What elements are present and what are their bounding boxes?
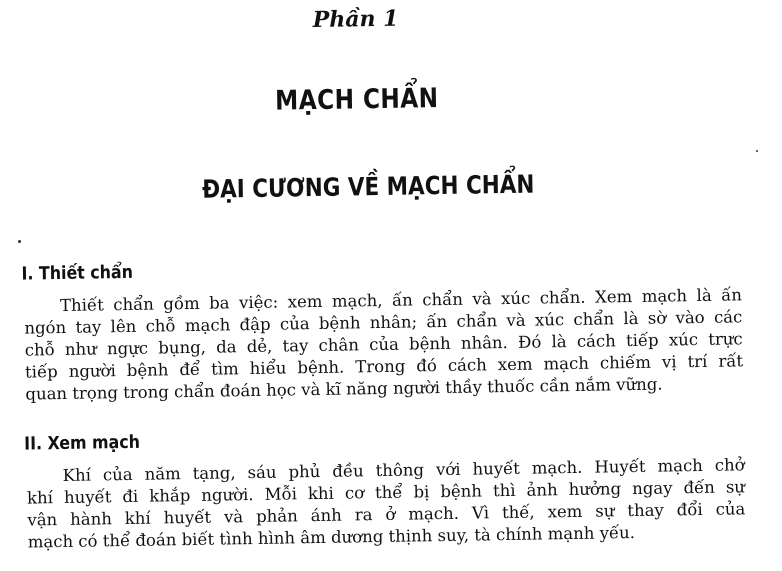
paragraph-xem-mach [27,454,746,553]
paragraph-thiet-chan [24,284,744,405]
chapter-title: MẠCH CHẨN [274,83,439,117]
paragraph-line: Khí của năm tạng, sáu phủ đều thông với huyết mạch. Huyết mạch chở [62,455,745,486]
scan-speck [18,240,21,243]
paragraph-line: quan trọng trong chẩn đoán học và kĩ năng người thầy thuốc cần nắm vững. [25,374,663,404]
paragraph-line: Thiết chẩn gồm ba việc: xem mạch, ấn chẩn và xúc chẩn. Xem mạch là ấn [59,285,743,316]
paragraph-line: khí huyết đi khắp người. Mỗi khi cơ thể bị bệnh thì ảnh hưởng ngay đến sự [26,477,746,508]
section-title: ĐẠI CƯƠNG VỀ MẠCH CHẨN [201,169,535,204]
paragraph-line: ngón tay lên chỗ mạch đập của bệnh nhân; ấn chẩn và xúc chẩn là sờ vào các [24,307,743,338]
section-heading-xem-mach: II. Xem mạch [24,431,141,455]
paragraph-line: vận hành khí huyết và phản ánh ra ở mạch. Vì thế, xem sự thay đổi của [27,499,746,530]
part-label: Phần 1 [312,5,399,34]
paragraph-line: tiếp người bệnh để tìm hiểu bệnh. Trong đó cách xem mạch chiếm vị trí rất [24,351,744,382]
paragraph-line: mạch có thể đoán biết tình hình âm dương thịnh suy, tà chính mạnh yếu. [27,523,636,552]
section-heading-thiet-chan: I. Thiết chẩn [21,261,134,285]
paragraph-line: chỗ như ngực bụng, da dẻ, tay chân của bệnh nhân. Đó là cách tiếp xúc trực [24,329,743,360]
scan-speck [756,150,758,152]
